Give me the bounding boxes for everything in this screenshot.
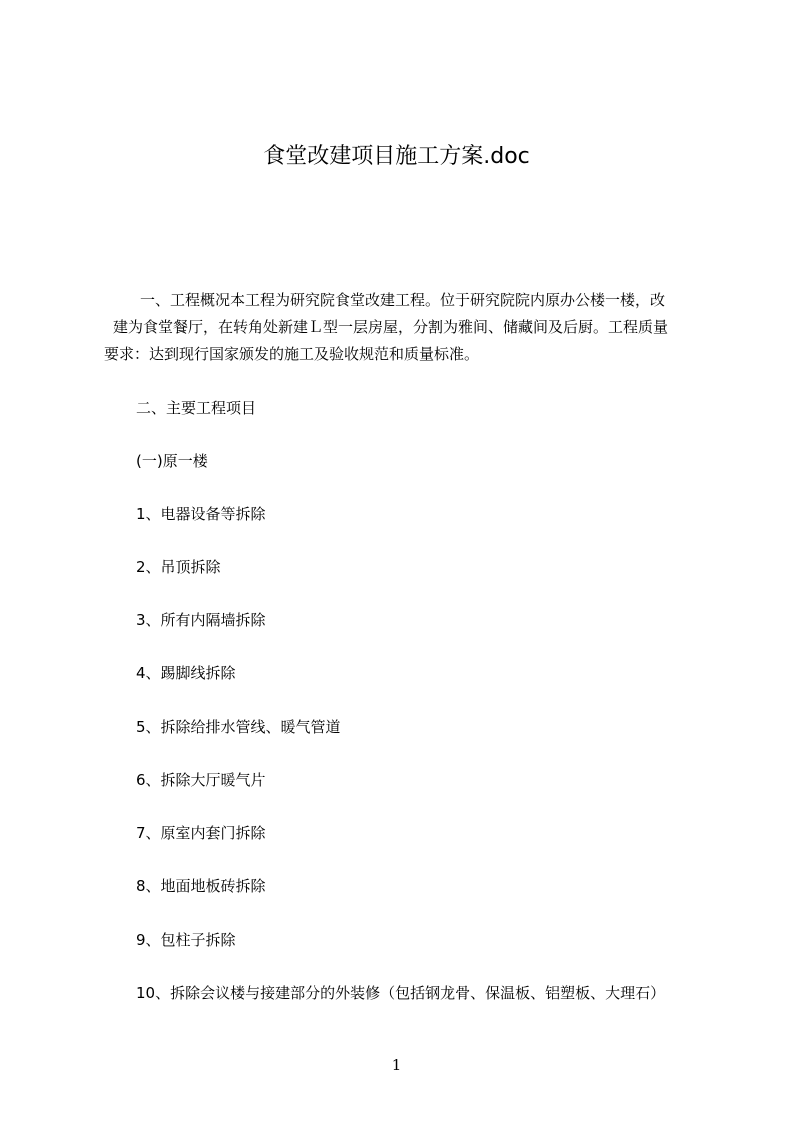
subsection-heading: (一)原一楼	[136, 452, 208, 470]
list-item: 10、拆除会议楼与接建部分的外装修（包括钢龙骨、保温板、铝塑板、大理石）	[136, 984, 666, 1002]
list-item: 3、所有内隔墙拆除	[136, 611, 266, 629]
list-item: 5、拆除给排水管线、暖气管道	[136, 718, 341, 736]
list-item: 1、电器设备等拆除	[136, 505, 266, 523]
list-item: 6、拆除大厅暖气片	[136, 771, 266, 789]
overview-paragraph	[104, 287, 704, 368]
overview-line: 要求：达到现行国家颁发的施工及验收规范和质量标准。	[104, 345, 480, 363]
section-heading: 二、主要工程项目	[136, 399, 257, 417]
overview-line: 建为食堂餐厅，在转角处新建Ｌ型一层房屋，分割为雅间、储藏间及后厨。工程质量	[113, 318, 669, 336]
list-item: 2、吊顶拆除	[136, 558, 221, 576]
document-title: 食堂改建项目施工方案.doc	[263, 144, 530, 169]
page-number: 1	[391, 1056, 402, 1074]
overview-line: 一、工程概况本工程为研究院食堂改建工程。位于研究院院内原办公楼一楼，改	[140, 291, 666, 309]
list-item: 8、地面地板砖拆除	[136, 877, 266, 895]
list-item: 7、原室内套门拆除	[136, 824, 266, 842]
list-item: 4、踢脚线拆除	[136, 664, 236, 682]
list-item: 9、包柱子拆除	[136, 931, 236, 949]
